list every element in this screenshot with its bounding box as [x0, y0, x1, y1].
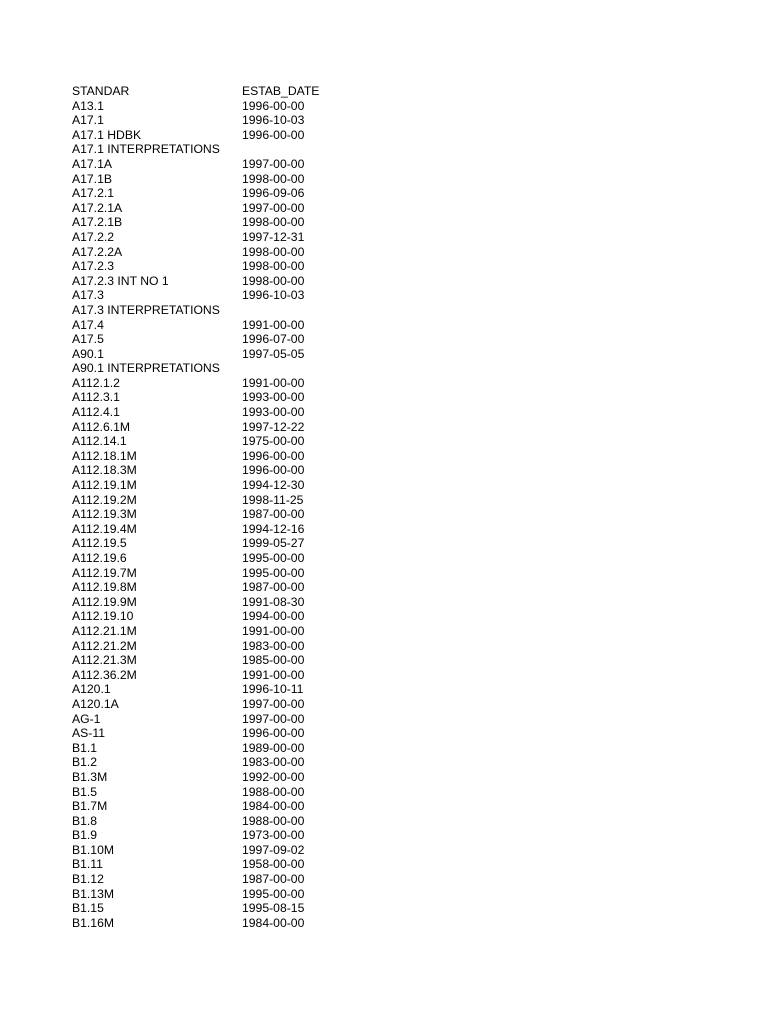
- estab-date-cell: 1996-09-06: [242, 186, 305, 201]
- standard-cell: A17.2.3: [72, 259, 115, 274]
- table-row: [72, 536, 392, 551]
- standard-cell: A112.19.2M: [72, 492, 137, 507]
- estab-date-cell: 1994-12-16: [242, 521, 305, 536]
- standard-cell: A112.19.10: [72, 609, 134, 624]
- table-row: [72, 609, 392, 624]
- table-row: [72, 580, 392, 595]
- table-row: [72, 493, 392, 508]
- standard-cell: A112.21.3M: [72, 653, 137, 668]
- standard-cell: A17.4: [72, 317, 104, 332]
- estab-date-cell: [242, 303, 392, 318]
- standard-cell: B1.3M: [72, 769, 108, 784]
- table-row: [72, 288, 392, 303]
- table-row: [72, 785, 392, 800]
- standard-cell: B1.13M: [72, 886, 115, 901]
- standard-cell: A112.19.6: [72, 551, 127, 565]
- table-row: [72, 741, 392, 756]
- estab-date-cell: 1991-00-00: [242, 375, 305, 390]
- table-row: [72, 449, 392, 464]
- estab-date-cell: 1987-00-00: [242, 580, 305, 595]
- table-row: [72, 639, 392, 654]
- table-row: [72, 595, 392, 610]
- standard-cell: A112.19.9M: [72, 594, 137, 609]
- table-row: [72, 916, 392, 931]
- estab-date-cell: 1999-05-27: [242, 536, 305, 551]
- estab-date-cell: 1996-10-03: [242, 288, 305, 303]
- estab-date-cell: 1988-00-00: [242, 813, 305, 828]
- table-row: [72, 259, 392, 274]
- table-row: [72, 697, 392, 712]
- estab-date-cell: 1975-00-00: [242, 434, 305, 449]
- table-row: [72, 668, 392, 683]
- table-row: [72, 420, 392, 435]
- table-row: [72, 887, 392, 902]
- estab-date-cell: 1992-00-00: [242, 769, 305, 784]
- table-row: [72, 755, 392, 770]
- table-row: [72, 318, 392, 333]
- standard-cell: B1.9: [72, 828, 98, 843]
- standard-cell: B1.7M: [72, 799, 108, 814]
- estab-date-cell: 1987-00-00: [242, 872, 305, 887]
- table-row: [72, 770, 392, 785]
- estab-date-cell: 1995-00-00: [242, 551, 305, 565]
- table-row: [72, 303, 392, 318]
- table-row: [72, 128, 392, 143]
- standard-cell: A17.2.1B: [72, 215, 123, 230]
- estab-date-cell: 1996-10-11: [242, 682, 304, 697]
- standard-cell: A17.1 INTERPRETATIONS: [72, 142, 220, 157]
- table-row: [72, 463, 392, 478]
- standard-cell: A17.2.2: [72, 229, 115, 244]
- table-row: [72, 405, 392, 420]
- standard-cell: A17.2.2A: [72, 244, 123, 259]
- estab-date-cell: 1998-00-00: [242, 215, 305, 230]
- table-row: [72, 376, 392, 391]
- standard-cell: A17.2.1A: [72, 200, 123, 215]
- table-row: [72, 682, 392, 697]
- estab-date-cell: 1987-00-00: [242, 507, 305, 522]
- table-row: [72, 726, 392, 741]
- estab-date-cell: 1995-00-00: [242, 565, 305, 580]
- standard-cell: B1.10M: [72, 842, 115, 857]
- standard-cell: A112.14.1: [72, 434, 127, 449]
- header-row: [72, 84, 392, 99]
- standard-cell: A112.1.2: [72, 375, 120, 390]
- standard-cell: A17.2.1: [72, 186, 115, 201]
- table-row: [72, 434, 392, 449]
- standard-cell: A90.1: [72, 346, 104, 361]
- estab-date-cell: 1983-00-00: [242, 755, 305, 770]
- estab-date-cell: 1996-10-03: [242, 113, 305, 128]
- estab-date-cell: 1989-00-00: [242, 740, 305, 755]
- standard-cell: A112.4.1: [72, 405, 120, 420]
- estab-date-cell: 1958-00-00: [242, 857, 305, 872]
- standard-cell: B1.1: [72, 740, 98, 755]
- estab-date-cell: 1998-11-25: [242, 492, 304, 507]
- standard-cell: AG-1: [72, 711, 101, 726]
- estab-date-cell: 1997-00-00: [242, 711, 305, 726]
- standard-cell: B1.5: [72, 784, 98, 799]
- estab-date-cell: 1997-12-22: [242, 419, 305, 434]
- table-row: [72, 828, 392, 843]
- standard-cell: A17.5: [72, 332, 104, 347]
- estab-date-cell: 1997-00-00: [242, 696, 305, 711]
- estab-date-cell: 1993-00-00: [242, 405, 305, 420]
- estab-date-cell: 1994-12-30: [242, 478, 305, 493]
- table-row: [72, 712, 392, 727]
- estab-date-cell: 1997-00-00: [242, 200, 305, 215]
- table-row: [72, 814, 392, 829]
- data-table: [72, 84, 392, 930]
- table-row: [72, 347, 392, 362]
- standard-cell: A112.19.4M: [72, 521, 137, 536]
- standard-cell: A13.1: [72, 98, 104, 113]
- table-row: [72, 522, 392, 537]
- table-row: [72, 274, 392, 289]
- table-row: [72, 653, 392, 668]
- standard-cell: A112.21.2M: [72, 638, 137, 653]
- table-row: [72, 872, 392, 887]
- table-row: [72, 201, 392, 216]
- table-row: [72, 157, 392, 172]
- estab-date-cell: 1991-08-30: [242, 594, 305, 609]
- estab-date-cell: 1985-00-00: [242, 653, 305, 668]
- standard-cell: A112.3.1: [72, 390, 120, 405]
- table-row: [72, 857, 392, 872]
- standard-cell: A17.2.3 INT NO 1: [72, 273, 169, 288]
- estab-date-cell: [242, 361, 392, 376]
- standard-cell: A112.19.5: [72, 536, 127, 551]
- standard-cell: A120.1A: [72, 696, 119, 711]
- standard-cell: A17.1 HDBK: [72, 127, 142, 142]
- table-row: [72, 551, 392, 566]
- table-row: [72, 361, 392, 376]
- table-row: [72, 142, 392, 157]
- table-row: [72, 186, 392, 201]
- table-row: [72, 478, 392, 493]
- estab-date-cell: 1996-00-00: [242, 127, 305, 142]
- table-row: [72, 245, 392, 260]
- table-row: [72, 172, 392, 187]
- standard-cell: A17.1: [72, 113, 104, 128]
- table-row: [72, 843, 392, 858]
- estab-date-cell: 1995-00-00: [242, 886, 305, 901]
- standard-cell: AS-11: [72, 726, 105, 741]
- table-row: [72, 799, 392, 814]
- estab-date-cell: 1996-00-00: [242, 726, 305, 741]
- estab-date-cell: 1998-00-00: [242, 273, 305, 288]
- standard-cell: B1.11: [72, 857, 103, 872]
- standard-cell: B1.16M: [72, 915, 115, 930]
- table-row: [72, 113, 392, 128]
- standard-cell: B1.12: [72, 872, 104, 887]
- standard-cell: A112.18.3M: [72, 463, 137, 478]
- estab-date-cell: 1996-00-00: [242, 448, 305, 463]
- column-header-estab-date: ESTAB_DATE: [242, 84, 320, 98]
- estab-date-cell: 1991-00-00: [242, 667, 305, 682]
- estab-date-cell: 1997-05-05: [242, 346, 305, 361]
- estab-date-cell: 1998-00-00: [242, 171, 305, 186]
- standard-cell: B1.8: [72, 813, 98, 828]
- estab-date-cell: 1991-00-00: [242, 317, 305, 332]
- estab-date-cell: 1994-00-00: [242, 609, 305, 624]
- standard-cell: A17.3: [72, 288, 104, 303]
- estab-date-cell: 1995-08-15: [242, 901, 305, 916]
- estab-date-cell: 1973-00-00: [242, 828, 305, 843]
- table-row: [72, 215, 392, 230]
- table-body: [72, 99, 392, 931]
- standard-cell: A112.19.7M: [72, 565, 137, 580]
- table-row: [72, 624, 392, 639]
- estab-date-cell: 1997-09-02: [242, 842, 305, 857]
- standard-cell: A120.1: [72, 682, 111, 697]
- table-row: [72, 390, 392, 405]
- estab-date-cell: [242, 142, 392, 157]
- table-row: [72, 332, 392, 347]
- standard-cell: A112.36.2M: [72, 667, 137, 682]
- estab-date-cell: 1996-00-00: [242, 98, 305, 113]
- standard-cell: B1.15: [72, 901, 104, 916]
- standard-cell: A17.3 INTERPRETATIONS: [72, 302, 220, 317]
- estab-date-cell: 1984-00-00: [242, 915, 305, 930]
- estab-date-cell: 1996-07-00: [242, 332, 305, 347]
- table-row: [72, 507, 392, 522]
- estab-date-cell: 1993-00-00: [242, 390, 305, 405]
- standard-cell: B1.2: [72, 755, 98, 770]
- standard-cell: A112.19.8M: [72, 580, 137, 595]
- estab-date-cell: 1991-00-00: [242, 623, 305, 638]
- standard-cell: A112.19.3M: [72, 507, 137, 522]
- table-row: [72, 99, 392, 114]
- estab-date-cell: 1988-00-00: [242, 784, 305, 799]
- column-header-standard: STANDAR: [72, 84, 130, 98]
- table-row: [72, 901, 392, 916]
- estab-date-cell: 1983-00-00: [242, 638, 305, 653]
- standard-cell: A112.21.1M: [72, 623, 137, 638]
- estab-date-cell: 1984-00-00: [242, 799, 305, 814]
- estab-date-cell: 1996-00-00: [242, 463, 305, 478]
- estab-date-cell: 1998-00-00: [242, 244, 305, 259]
- standard-cell: A17.1B: [72, 171, 112, 186]
- standard-cell: A112.19.1M: [72, 478, 137, 493]
- estab-date-cell: 1997-00-00: [242, 156, 305, 171]
- estab-date-cell: 1998-00-00: [242, 259, 305, 274]
- standard-cell: A17.1A: [72, 156, 112, 171]
- table-row: [72, 566, 392, 581]
- estab-date-cell: 1997-12-31: [242, 229, 305, 244]
- table-row: [72, 230, 392, 245]
- standard-cell: A112.6.1M: [72, 419, 131, 434]
- standard-cell: A90.1 INTERPRETATIONS: [72, 361, 220, 376]
- standard-cell: A112.18.1M: [72, 448, 137, 463]
